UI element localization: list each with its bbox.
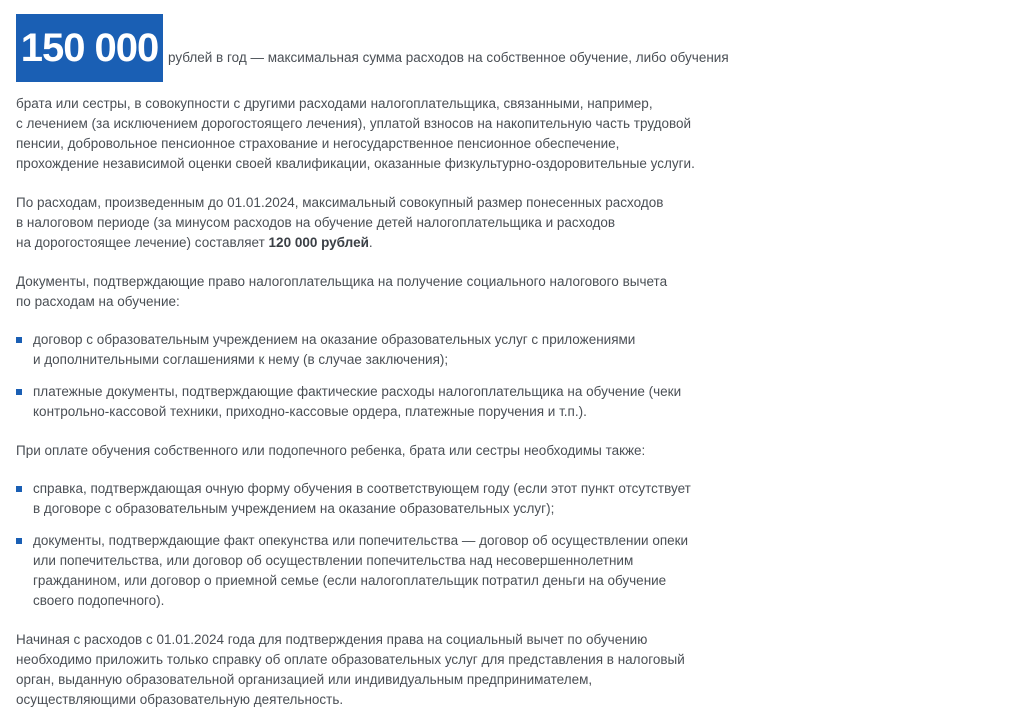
paragraph-additional bbox=[16, 441, 816, 461]
bullet-square-icon bbox=[16, 538, 22, 544]
paragraph-certificate bbox=[16, 630, 816, 710]
bullet-square-icon bbox=[16, 486, 22, 492]
text-line bbox=[16, 233, 816, 253]
text-line: прохождение независимой оценки своей квалификации, оказанные физкультурно-оздоровительные услуги. bbox=[16, 156, 695, 171]
text-line: По расходам, произведенным до 01.01.2024, максимальный совокупный размер понесенных расходов bbox=[16, 195, 664, 210]
text-line: договор с образовательным учреждением на оказание образовательных услуг с приложениями bbox=[33, 332, 636, 347]
text-line: и дополнительными соглашениями к нему (в случае заключения); bbox=[33, 352, 449, 367]
bullet-square-icon bbox=[16, 389, 22, 395]
documents-list bbox=[16, 330, 816, 422]
text-line: в договоре с образовательным учреждением на оказание образовательных услуг); bbox=[33, 501, 555, 516]
text-line: своего подопечного). bbox=[33, 593, 165, 608]
text-line: с лечением (за исключением дорогостоящего лечения), уплатой взносов на накопительную часть трудовой bbox=[16, 116, 692, 131]
text-line: в налоговом периоде (за минусом расходов на обучение детей налогоплательщика и расходов bbox=[16, 215, 616, 230]
text-line: документы, подтверждающие факт опекунства или попечительства — договор об осуществлении опеки bbox=[33, 533, 689, 548]
hero-row bbox=[16, 12, 816, 82]
text-line: контрольно-кассовой техники, приходно-кассовые ордера, платежные поручения и т.п.). bbox=[33, 404, 587, 419]
text-line: или попечительства, или договор об осуществлении попечительства над несовершеннолетним bbox=[33, 553, 634, 568]
list-item bbox=[16, 531, 816, 611]
amount-badge: 150 000 bbox=[16, 14, 163, 82]
additional-documents-list bbox=[16, 479, 816, 611]
hero-text: рублей в год — максимальная сумма расходов на собственное обучение, либо обучения bbox=[168, 50, 729, 65]
text-line: по расходам на обучение: bbox=[16, 294, 180, 309]
list-item bbox=[16, 330, 816, 370]
text-line: орган, выданную образовательной организацией или индивидуальным предпринимателем, bbox=[16, 672, 593, 687]
text-line: платежные документы, подтверждающие фактические расходы налогоплательщика на обучение (чеки bbox=[33, 384, 682, 399]
text-fragment: . bbox=[368, 235, 373, 250]
limit-amount: 120 000 рублей bbox=[268, 235, 369, 250]
paragraph-documents bbox=[16, 272, 816, 312]
paragraph-expenses bbox=[16, 94, 816, 174]
text-line: справка, подтверждающая очную форму обучения в соответствующем году (если этот пункт отсутствует bbox=[33, 481, 691, 496]
text-line: гражданином, или договор о приемной семье (если налогоплательщик потратил деньги на обучение bbox=[33, 573, 667, 588]
text-fragment: на дорогостоящее лечение) составляет bbox=[16, 235, 269, 250]
text-line: Начиная с расходов с 01.01.2024 года для подтверждения права на социальный вычет по обучению bbox=[16, 632, 648, 647]
bullet-square-icon bbox=[16, 337, 22, 343]
text-line: осуществляющими образовательную деятельность. bbox=[16, 692, 344, 707]
text-line: При оплате обучения собственного или подопечного ребенка, брата или сестры необходимы также: bbox=[16, 443, 646, 458]
list-item bbox=[16, 382, 816, 422]
paragraph-limit bbox=[16, 193, 816, 253]
text-line: брата или сестры, в совокупности с другими расходами налогоплательщика, связанными, например, bbox=[16, 96, 653, 111]
list-item bbox=[16, 479, 816, 519]
text-line: необходимо приложить только справку об оплате образовательных услуг для представления в налоговый bbox=[16, 652, 685, 667]
text-line: пенсии, добровольное пенсионное страхование и негосударственное пенсионное обеспечение, bbox=[16, 136, 620, 151]
article bbox=[16, 12, 816, 710]
text-line: Документы, подтверждающие право налогоплательщика на получение социального налогового вычета bbox=[16, 274, 668, 289]
